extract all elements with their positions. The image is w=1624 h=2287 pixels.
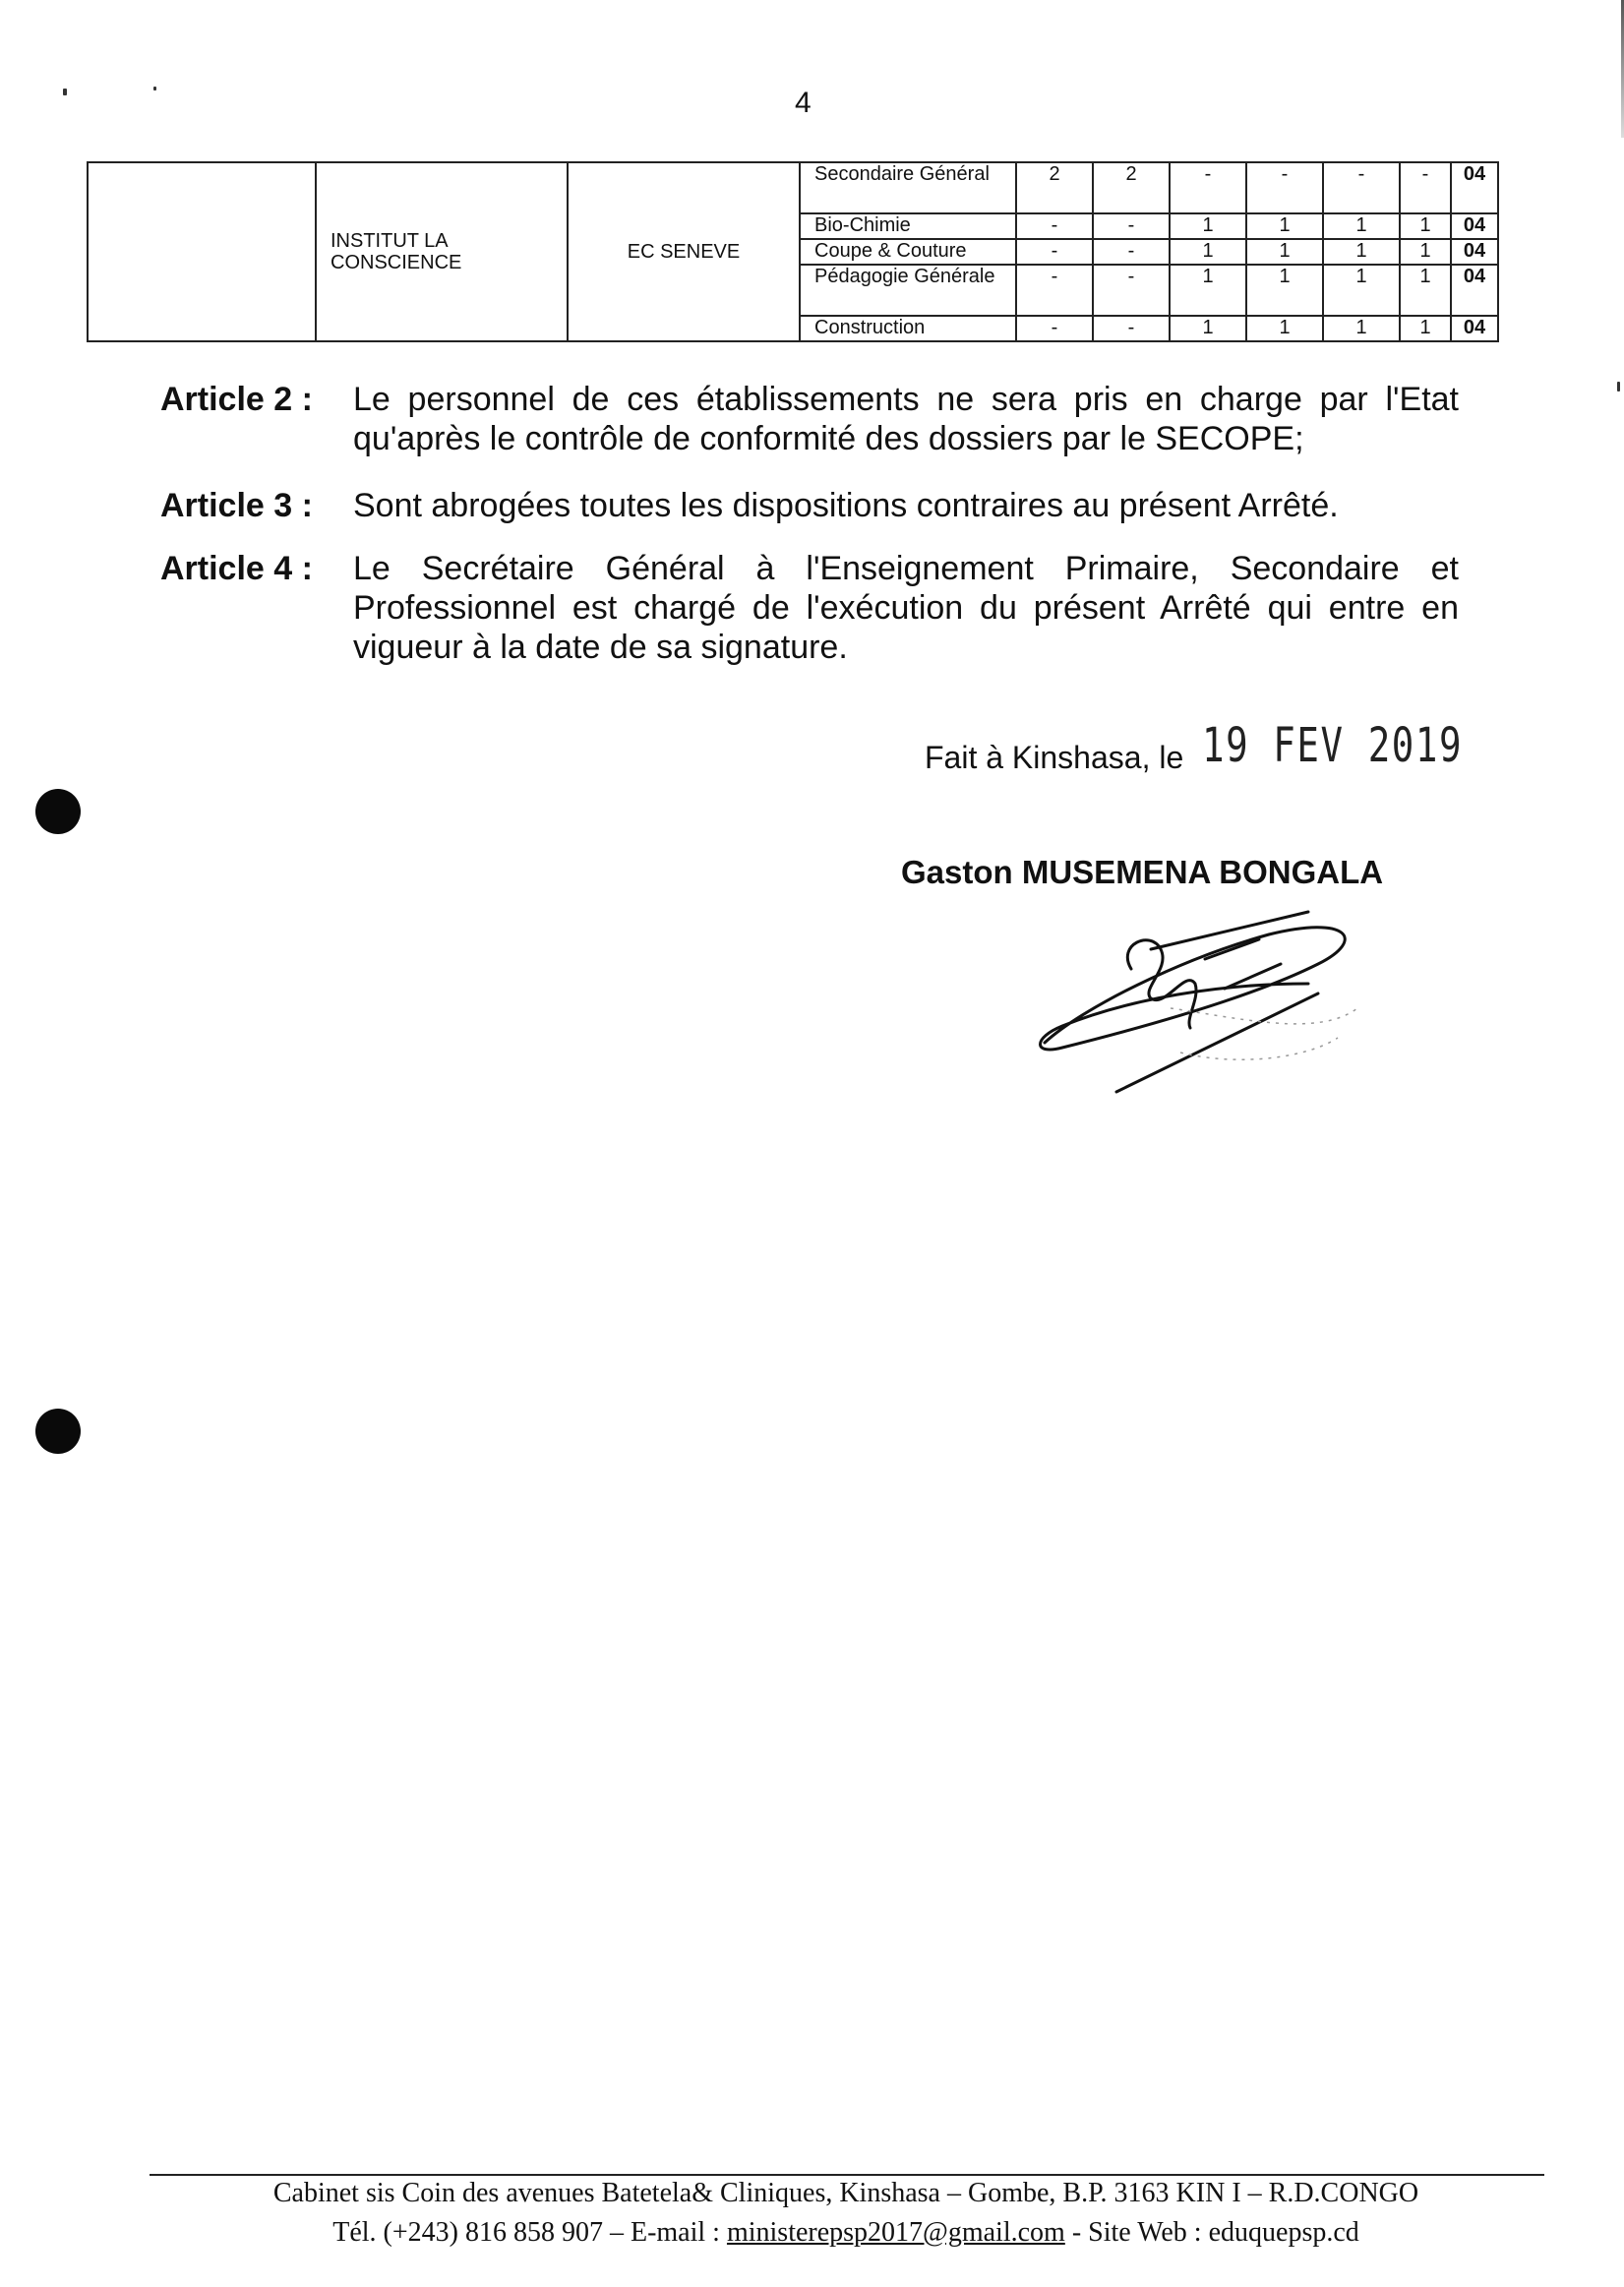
class-count: - xyxy=(1093,239,1170,265)
date-stamp: 19 FEV 2019 xyxy=(1202,718,1464,773)
class-count: - xyxy=(1016,239,1093,265)
class-count: 1 xyxy=(1246,265,1323,316)
row-total: 04 xyxy=(1451,162,1498,213)
punch-hole xyxy=(35,789,81,834)
class-count: - xyxy=(1093,213,1170,239)
class-count: - xyxy=(1016,213,1093,239)
class-count: 1 xyxy=(1400,265,1451,316)
option-name: Construction xyxy=(800,316,1016,341)
class-count: 1 xyxy=(1323,239,1400,265)
article-text: Sont abrogées toutes les dispositions contraires au présent Arrêté. xyxy=(353,487,1339,524)
page-number: 4 xyxy=(795,87,812,119)
article-text: Le personnel de ces établissements ne sera pris en charge par l'Etat qu'après le contrôle de conformité des dossiers par le SECOPE; xyxy=(353,381,1459,457)
class-count: 1 xyxy=(1400,213,1451,239)
allocation-table xyxy=(87,161,1499,342)
class-count: 1 xyxy=(1323,316,1400,341)
article-label: Article 3 : xyxy=(160,487,313,524)
class-count: 1 xyxy=(1400,239,1451,265)
option-name: Pédagogie Générale xyxy=(800,265,1016,316)
row-total: 04 xyxy=(1451,213,1498,239)
row-total: 04 xyxy=(1451,239,1498,265)
class-count: - xyxy=(1016,265,1093,316)
article-text: Le Secrétaire Général à l'Enseignement Primaire, Secondaire et Professionnel est chargé de l'exécution du présent Arrêté qui entre en vigueur à la date de sa signature. xyxy=(353,550,1459,666)
footer-address: Cabinet sis Coin des avenues Batetela& Cliniques, Kinshasa – Gombe, B.P. 3163 KIN I – R.D.CONGO xyxy=(272,2178,1419,2208)
class-count: 1 xyxy=(1246,213,1323,239)
class-count: 1 xyxy=(1246,316,1323,341)
class-count: 1 xyxy=(1170,316,1246,341)
row-total: 04 xyxy=(1451,316,1498,341)
class-count: 2 xyxy=(1093,162,1170,213)
table-row xyxy=(88,162,1498,213)
footer-email-link[interactable]: ministerepsp2017@gmail.com xyxy=(726,2217,1065,2248)
article-label: Article 4 : xyxy=(160,550,313,587)
option-name: Coupe & Couture xyxy=(800,239,1016,265)
class-count: 1 xyxy=(1400,316,1451,341)
article-label: Article 2 : xyxy=(160,381,313,418)
class-count: - xyxy=(1016,316,1093,341)
punch-hole xyxy=(35,1409,81,1454)
footer-divider xyxy=(150,2174,1544,2176)
blank-cell xyxy=(88,162,316,341)
class-count: 1 xyxy=(1323,213,1400,239)
class-count: - xyxy=(1170,162,1246,213)
place-line: Fait à Kinshasa, le xyxy=(925,740,1184,775)
school-name: INSTITUT LA CONSCIENCE xyxy=(316,162,568,341)
class-count: - xyxy=(1093,316,1170,341)
class-count: 1 xyxy=(1170,213,1246,239)
footer-website: - Site Web : eduquepsp.cd xyxy=(1064,2217,1359,2248)
class-count: - xyxy=(1323,162,1400,213)
class-count: - xyxy=(1246,162,1323,213)
row-total: 04 xyxy=(1451,265,1498,316)
footer-phone: Tél. (+243) 816 858 907 – E-mail : xyxy=(332,2217,727,2248)
option-name: Secondaire Général xyxy=(800,162,1016,213)
class-count: 1 xyxy=(1323,265,1400,316)
class-count: 1 xyxy=(1246,239,1323,265)
class-count: 2 xyxy=(1016,162,1093,213)
signature-image xyxy=(1023,890,1377,1107)
signatory-name: Gaston MUSEMENA BONGALA xyxy=(901,854,1384,890)
class-count: 1 xyxy=(1170,239,1246,265)
class-count: - xyxy=(1400,162,1451,213)
ecole-name: EC SENEVE xyxy=(568,162,800,341)
option-name: Bio-Chimie xyxy=(800,213,1016,239)
class-count: 1 xyxy=(1170,265,1246,316)
class-count: - xyxy=(1093,265,1170,316)
footer-contact xyxy=(148,2217,1544,2249)
